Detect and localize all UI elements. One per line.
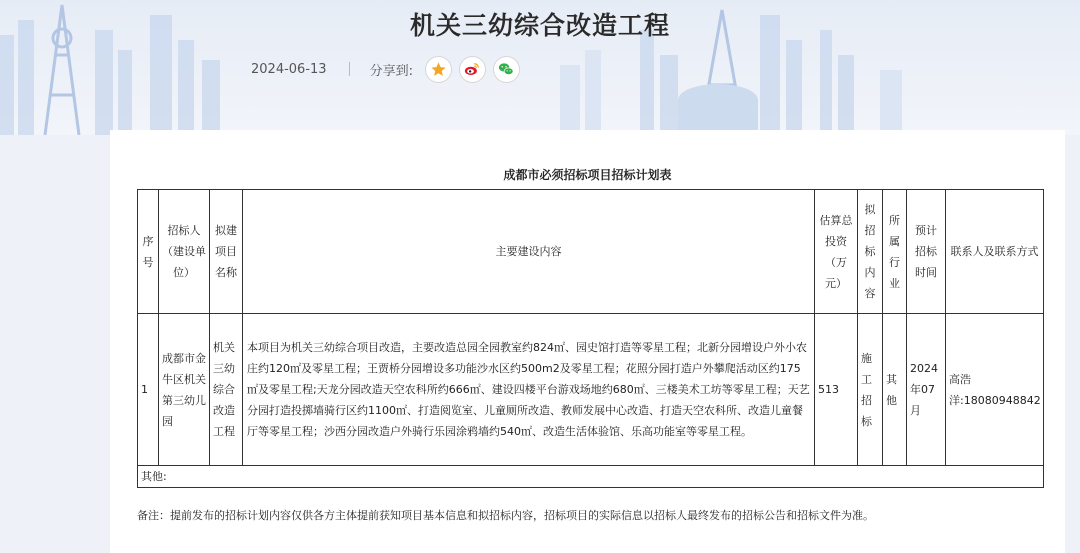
header-investment: 估算总投资（万元）	[815, 190, 858, 314]
header-seq: 序号	[138, 190, 159, 314]
meta-divider	[349, 62, 350, 76]
table-other-row	[138, 466, 1044, 488]
bidding-plan-table	[137, 189, 1044, 488]
header-time: 预计招标时间	[907, 190, 946, 314]
page-title: 机关三幼综合改造工程	[409, 11, 670, 40]
header-project: 拟建项目名称	[210, 190, 243, 314]
star-icon	[430, 61, 447, 78]
cell-time: 2024年07月	[907, 314, 946, 466]
header-content: 主要建设内容	[243, 190, 815, 314]
cell-contact: 高浩洋:18080948842	[946, 314, 1044, 466]
cell-investment: 513	[815, 314, 858, 466]
table-note: 备注：提前发布的招标计划内容仅供各方主体提前获知项目基本信息和拟招标内容，招标项目的实际信息以招标人最终发布的招标公告和招标文件为准。	[137, 509, 874, 522]
cell-seq: 1	[138, 314, 159, 466]
share-label: 分享到:	[369, 63, 413, 79]
table-header-row	[138, 190, 1044, 314]
header-banner	[0, 0, 1080, 135]
cell-project: 机关三幼综合改造工程	[210, 314, 243, 466]
weibo-logo-icon	[463, 60, 481, 78]
cell-method: 施工招标	[858, 314, 883, 466]
table-row	[138, 314, 1044, 466]
wechat-icon[interactable]	[493, 56, 520, 83]
publish-date: 2024-06-13	[251, 61, 327, 77]
cell-tenderer: 成都市金牛区机关第三幼儿园	[159, 314, 210, 466]
cell-industry: 其他	[883, 314, 907, 466]
wechat-logo-icon	[497, 60, 515, 78]
header-method: 拟招标内容	[858, 190, 883, 314]
weibo-icon[interactable]	[459, 56, 486, 83]
table-title: 成都市必须招标项目招标计划表	[503, 168, 672, 182]
header-contact: 联系人及联系方式	[946, 190, 1044, 314]
header-industry: 所属行业	[883, 190, 907, 314]
cell-other: 其他:	[138, 466, 1044, 488]
cell-content: 本项目为机关三幼综合项目改造，主要改造总园全园教室约824㎡、园史馆打造等零星工程；北新分园增设户外小农庄约120㎡及零星工程；王贾桥分园增设多功能沙水区约500m2及零星工程；花照分园打造户外攀爬活动区约175㎡及零星工程;天龙分园改造天空农科所约666㎡、建设四楼平台游戏场地约680㎡、三楼美术工坊等零星工程；天艺分园打造投掷墙骑行区约1100㎡、打造阅览室、儿童厕所改造、教师发展中心改造、打造天空农科所、改造儿童餐厅等零星工程；沙西分园改造户外骑行乐园涂鸦墙约540㎡、改造生活体验馆、乐高功能室等零星工程。	[243, 314, 815, 466]
article-meta	[251, 56, 527, 82]
favorite-star-icon[interactable]	[425, 56, 452, 83]
header-tenderer: 招标人（建设单位）	[159, 190, 210, 314]
